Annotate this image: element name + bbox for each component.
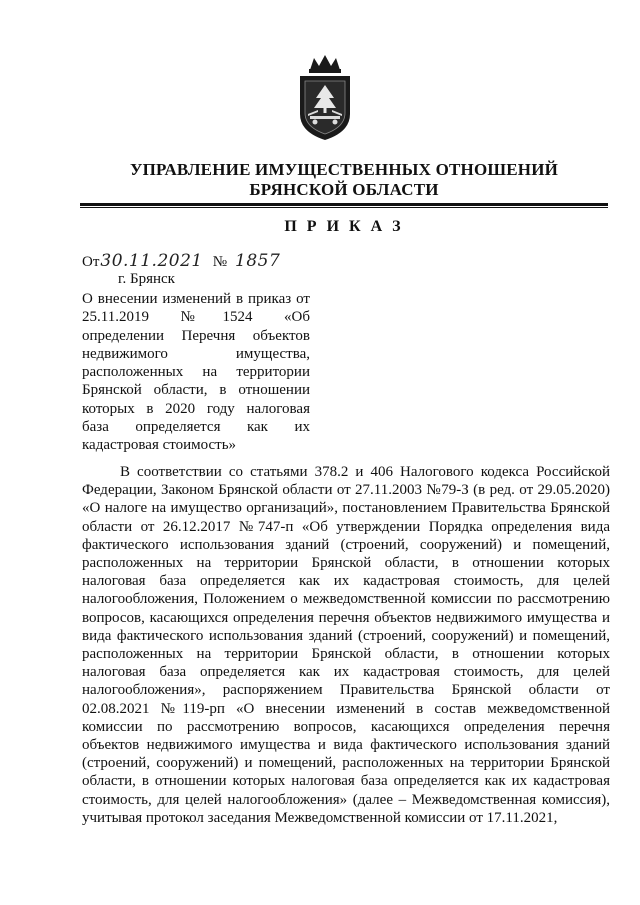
body-line: налогообложения, Положением о межведомственной комиссии по рассмотрению bbox=[82, 591, 610, 608]
organization-name-line1: УПРАВЛЕНИЕ ИМУЩЕСТВЕННЫХ ОТНОШЕНИЙ bbox=[129, 160, 559, 179]
body-line: учитывая протокол заседания Межведомственной комиссии от 17.11.2021, bbox=[82, 809, 558, 826]
subject-line: кадастровая стоимость» bbox=[82, 437, 237, 454]
body-line: В соответствии со статьями 378.2 и 406 Налогового кодекса Российской bbox=[120, 464, 610, 480]
body-line: «О налоге на имущество организаций», постановлением Правительства Брянской bbox=[82, 500, 610, 517]
subject-line: О внесении изменений в приказ от bbox=[82, 291, 310, 307]
document-type-title: П Р И К А З bbox=[284, 218, 404, 235]
header-rule-thin bbox=[80, 207, 608, 208]
order-body-paragraph bbox=[82, 463, 610, 827]
organization-name-line2: БРЯНСКОЙ ОБЛАСТИ bbox=[249, 180, 439, 199]
body-line: расположенных на территории Брянской области, в отношении которых bbox=[82, 555, 610, 572]
body-line: вида фактического использования зданий (строений, сооружений) и помещений, bbox=[82, 627, 610, 644]
handwritten-date: 30.11.2021 bbox=[100, 251, 203, 271]
body-line: (строений, сооружений) и помещений, расположенных на территории Брянской bbox=[82, 755, 610, 772]
subject-line: недвижимого имущества, bbox=[82, 345, 310, 362]
body-line: 02.08.2021 №119-рп «О внесении изменений в состав межведомственной bbox=[82, 700, 610, 717]
bryansk-coat-of-arms-icon bbox=[294, 52, 356, 142]
subject-line: определении Перечня объектов bbox=[82, 327, 310, 344]
subject-line: база определяется как их bbox=[82, 419, 310, 436]
body-line: стоимость, для целей налогообложения» (далее – Межведомственная комиссия), bbox=[82, 791, 610, 808]
body-line: вопросов, касающихся определения перечня объектов недвижимого имущества и bbox=[82, 609, 610, 626]
subject-line: 25.11.2019 №1524 «Об bbox=[82, 309, 310, 326]
body-line: налоговая база определяется как их кадастровая стоимость, для целей bbox=[82, 664, 610, 681]
date-number-line bbox=[82, 251, 280, 271]
city-name: г. Брянск bbox=[118, 271, 175, 287]
body-line: области от 26.12.2017 №747-п «Об утверждении Порядка определения вида bbox=[82, 518, 610, 535]
subject-line: Брянской области, в отношении bbox=[82, 382, 310, 399]
body-line: налогообложения», распоряжением Правительства Брянской области от bbox=[82, 682, 610, 699]
body-line: объектов недвижимого имущества и вида фактического использования зданий bbox=[82, 737, 610, 754]
subject-line: которых в 2020 году налоговая bbox=[82, 400, 310, 417]
body-line: Федерации, Законом Брянской области от 27.11.2003 №79-З (в ред. от 29.05.2020) bbox=[82, 482, 610, 499]
body-line: расположенных на территории Брянской области, в отношении которых bbox=[82, 646, 610, 663]
body-line: фактического использования зданий (строений, сооружений) и помещений, bbox=[82, 536, 610, 553]
order-subject bbox=[82, 290, 310, 455]
date-label: От bbox=[82, 254, 100, 270]
body-line: комиссии по рассмотрению вопросов, касающихся определения перечня bbox=[82, 718, 610, 735]
header-rule-thick bbox=[80, 203, 608, 206]
subject-line: расположенных на территории bbox=[82, 364, 310, 381]
body-line: области, в отношении которых налоговая база определяется как их кадастровая bbox=[82, 773, 610, 790]
number-label: № bbox=[212, 254, 228, 270]
handwritten-number: 1857 bbox=[235, 251, 281, 271]
body-line: налоговая база определяется как их кадастровая стоимость, для целей bbox=[82, 573, 610, 590]
